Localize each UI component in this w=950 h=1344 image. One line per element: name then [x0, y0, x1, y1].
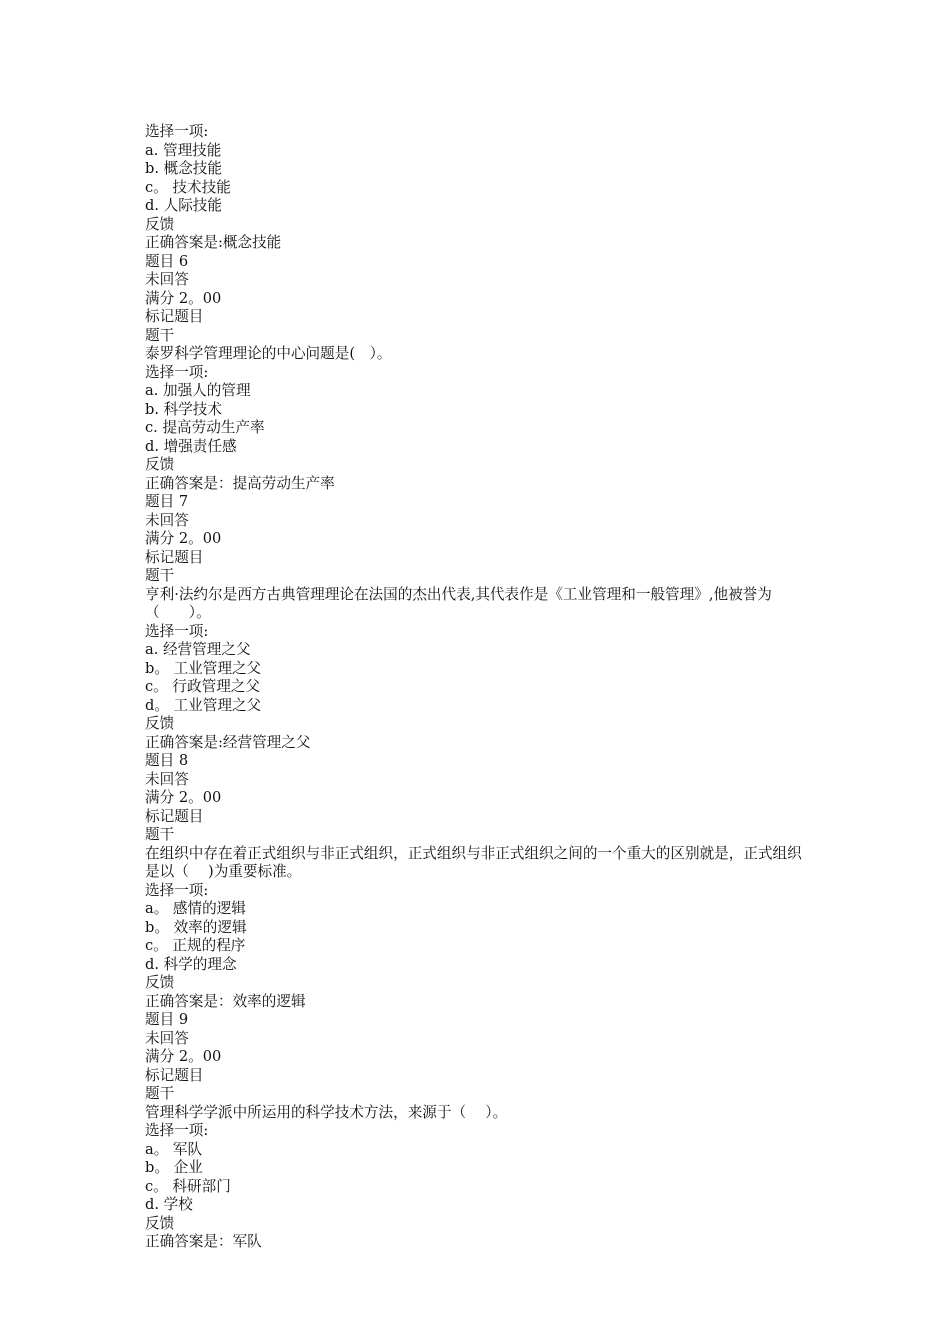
select-one-label: 选择一项: [145, 881, 209, 899]
option-c: c。 技术技能 [145, 178, 231, 196]
option-b[interactable]: b。 效率的逻辑 [145, 918, 247, 936]
feedback-label: 反馈 [145, 1214, 175, 1232]
feedback-label: 反馈 [145, 456, 175, 473]
feedback-label: 反馈 [145, 715, 175, 732]
question-status: 未回答 [145, 1029, 189, 1047]
option-b[interactable]: b。 工业管理之父 [145, 659, 262, 677]
question-score: 满分 2。00 [145, 289, 222, 307]
question-status: 未回答 [145, 511, 189, 529]
flag-question-link[interactable]: 标记题目 [145, 1066, 204, 1084]
option-a[interactable]: a。 军队 [145, 1140, 203, 1158]
option-a[interactable]: a。 感情的逻辑 [145, 900, 246, 917]
question-title: 题目 9 [145, 1011, 189, 1028]
option-d: d. 人际技能 [145, 197, 222, 214]
question-title: 题目 8 [145, 752, 189, 769]
correct-answer: 正确答案是:经营管理之父 [145, 733, 311, 751]
option-c[interactable]: c. 提高劳动生产率 [145, 419, 265, 436]
stem-label: 题干 [145, 1085, 175, 1102]
option-d[interactable]: d. 学校 [145, 1196, 193, 1213]
feedback-label: 反馈 [145, 974, 175, 991]
option-a[interactable]: a. 加强人的管理 [145, 382, 251, 399]
option-c[interactable]: c。 正规的程序 [145, 937, 246, 954]
question-7 [145, 493, 815, 752]
question-stem: 管理科学学派中所运用的科学技术方法，来源于（ ）。 [145, 1103, 508, 1121]
question-title: 题目 6 [145, 252, 189, 270]
stem-label: 题干 [145, 567, 175, 584]
question-title: 题目 7 [145, 493, 189, 510]
option-a: a. 管理技能 [145, 141, 222, 159]
correct-answer: 正确答案是：军队 [145, 1233, 262, 1250]
feedback-label: 反馈 [145, 215, 175, 233]
question-stem: 在组织中存在着正式组织与非正式组织，正式组织与非正式组织之间的一个重大的区别就是，正式组织是以（ )为重要标准。 [145, 844, 802, 880]
question-score: 满分 2。00 [145, 1048, 222, 1065]
stem-label: 题干 [145, 826, 175, 843]
correct-answer: 正确答案是：效率的逻辑 [145, 992, 306, 1010]
option-a[interactable]: a. 经营管理之父 [145, 641, 251, 658]
question-9 [145, 1011, 815, 1252]
document-page [145, 123, 815, 1252]
option-b[interactable]: b。 企业 [145, 1159, 203, 1176]
question-score: 满分 2。00 [145, 530, 222, 547]
option-d[interactable]: d. 增强责任感 [145, 437, 237, 455]
option-c[interactable]: c。 科研部门 [145, 1177, 231, 1195]
question-stem: 泰罗科学管理理论的中心问题是( ）。 [145, 345, 392, 362]
select-one-label: 选择一项: [145, 363, 209, 381]
correct-answer: 正确答案是:概念技能 [145, 234, 282, 251]
question-status: 未回答 [145, 770, 189, 788]
option-d[interactable]: d。 工业管理之父 [145, 696, 262, 714]
question-6 [145, 253, 815, 494]
question-status: 未回答 [145, 271, 189, 288]
select-one-label: 选择一项: [145, 123, 209, 140]
stem-label: 题干 [145, 326, 175, 344]
flag-question-link[interactable]: 标记题目 [145, 308, 204, 325]
option-d[interactable]: d. 科学的理念 [145, 955, 237, 973]
correct-answer: 正确答案是：提高劳动生产率 [145, 474, 335, 492]
question-block-5-options [145, 123, 815, 253]
question-score: 满分 2。00 [145, 789, 222, 806]
flag-question-link[interactable]: 标记题目 [145, 548, 204, 566]
select-one-label: 选择一项: [145, 1122, 209, 1139]
flag-question-link[interactable]: 标记题目 [145, 807, 204, 825]
option-c[interactable]: c。 行政管理之父 [145, 678, 260, 695]
option-b: b. 概念技能 [145, 160, 222, 177]
option-b[interactable]: b. 科学技术 [145, 400, 222, 418]
question-8 [145, 752, 815, 1011]
select-one-label: 选择一项: [145, 622, 209, 640]
question-stem: 亨利·法约尔是西方古典管理理论在法国的杰出代表,其代表作是《工业管理和一般管理》,他被誉为（ ）。 [145, 585, 772, 621]
